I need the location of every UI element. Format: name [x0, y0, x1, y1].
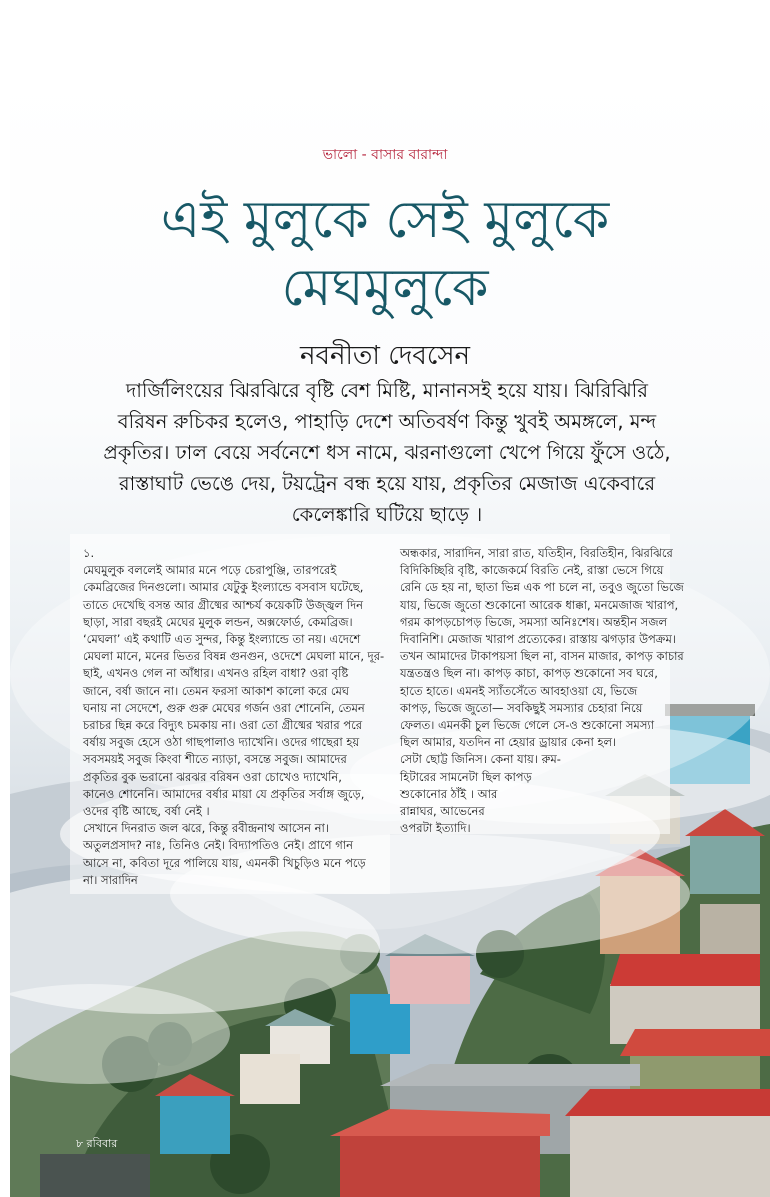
intro-line: বরিষন রুচিকর হলেও, পাহাড়ি দেশে অতিবর্ষণ কিন্তু খুবই অমঙ্গলে, মন্দ [117, 410, 657, 433]
body-line: সেটা ছোট্ট জিনিস। কেনা যায়। রুম- [400, 752, 561, 767]
body-line: সেখানে দিনরাত জল ঝরে, কিন্তু রবীন্দ্রনাথ আসেন না। [83, 821, 329, 836]
body-line: আসে না, কবিতা দূরে পালিয়ে যায়, এমনকী খিচুড়িও মনে পড়ে [83, 855, 366, 870]
body-line: ওপরটা ইত্যাদি। [400, 821, 471, 836]
body-line: চরাচর ছিন্ন করে বিদ্যুৎ চমকায় না। ওরা তো গ্রীষ্মের খরার পরে [83, 718, 363, 733]
article-title-line-1: এই মুলুকে সেই মুলুকে [160, 190, 610, 250]
body-line: যায়, ভিজে জুতো শুকোনো আরেক ধাক্কা, মনমেজাজ খারাপ, [400, 597, 679, 612]
section-kicker: ভালো - বাসার বারান্দা [322, 147, 448, 163]
body-column-right [400, 545, 700, 837]
body-line: প্রকৃতির বুক ভরানো ঝরঝর বরিষন ওরা চোখেও দ্যাখেনি, [83, 769, 342, 784]
body-line: না। সারাদিন [83, 872, 138, 887]
body-line: দিবানিশি। মেজাজ খারাপ প্রত্যেকের। রাস্তায় ঝগড়ার উপক্রম। [400, 632, 676, 647]
body-line: কানেও শোনেনি। আমাদের বর্ষার মায়া যে প্রকৃতির সর্বাঙ্গ জুড়ে, [83, 786, 365, 801]
body-line: যন্ত্রতন্ত্রও ছিল না। কাপড় কাচা, কাপড় শুকোনো সব ঘরে, [400, 666, 658, 681]
body-line: হাতে হাতে। এমনই স্যাঁতসেঁতে আবহাওয়া যে, ভিজে [400, 683, 638, 698]
intro-line: দার্জিলিংয়ের ঝিরঝিরে বৃষ্টি বেশ মিষ্টি, মানানসই হয়ে যায়। ঝিরিঝিরি [126, 379, 648, 402]
article-title-line-2: মেঘমুলুকে [281, 258, 489, 318]
body-line: শুকোনোর ঠাঁই । আর [400, 786, 498, 801]
intro-paragraph [44, 375, 730, 530]
page-folio: ৮ রবিবার [76, 1137, 118, 1150]
intro-line: প্রকৃতির। ঢাল বেয়ে সর্বনেশে ধস নামে, ঝরনাগুলো খেপে গিয়ে ফুঁসে ওঠে, [103, 441, 671, 464]
body-line: তখন আমাদের টাকাপয়সা ছিল না, বাসন মাজার, কাপড় কাচার [400, 649, 684, 664]
intro-line: কেলেঙ্কারি ঘটিয়ে ছাড়ে । [291, 503, 483, 526]
body-line: মেঘলা মানে, মনের ভিতর বিষন্ন গুনগুন, ওদেশে মেঘলা মানে, দূর- [83, 649, 385, 664]
body-line: রেনি ডে হয় না, ছাতা ভিন্ন এক পা চলে না, তবুও জুতো ভিজে [400, 580, 684, 595]
body-line: ছাই, এখনও গেল না আঁধার। এখনও রহিল বাধা? ওরা বৃষ্টি [83, 666, 349, 681]
body-line: অতুলপ্রসাদ? নাঃ, তিনিও নেই। বিদ্যাপতিও নেই। প্রাণে গান [83, 838, 354, 853]
body-line: ঘনায় না সেদেশে, গুরু গুরু মেঘের গর্জন ওরা শোনেনি, তেমন [83, 700, 365, 715]
body-line: সবসময়ই সবুজ কিংবা শীতে ন্যাড়া, বসন্তে সবুজ। আমাদের [83, 752, 347, 767]
body-line: অন্ধকার, সারাদিন, সারা রাত, যতিহীন, বিরতিহীন, ঝিরঝিরে [400, 546, 673, 560]
body-column-left [83, 545, 383, 889]
body-line: ছিল আমার, যতদিন না হেয়ার ড্রায়ার কেনা হল। [400, 735, 617, 750]
body-line: বর্ষায় সবুজ হেসে ওঠা গাছপালাও দ্যাখেনি। ওদের গাছেরা হয় [83, 735, 360, 750]
body-line: তাতে দেখেছি বসন্ত আর গ্রীষ্মের আশ্চর্য কয়েকটি উজ্জ্বল দিন [83, 597, 364, 612]
body-line: জানে, বর্ষা জানে না। তেমন ফরসা আকাশ কালো করে মেঘ [83, 683, 350, 698]
body-line: বিদিকিচ্ছিরি বৃষ্টি, কাজেকর্মে বিরতি নেই, রাস্তা ভেসে গিয়ে [400, 563, 664, 578]
body-line: রান্নাঘর, আভেনের [400, 804, 485, 819]
body-line: ছাড়া, সারা বছরই মেঘের মুলুক লন্ডন, অক্সফোর্ড, কেমব্রিজ। [83, 614, 353, 629]
body-line: মেঘমুলুক বললেই আমার মনে পড়ে চেরাপুঞ্জি, তারপরেই [83, 563, 337, 578]
author-name: নবনীতা দেবসেন [299, 341, 471, 371]
body-line: হিটারের সামনেটা ছিল কাপড় [400, 769, 532, 784]
body-line: গরম কাপড়চোপড় ভিজে, সমস্যা অনিঃশেষ। অন্তহীন সজল [400, 614, 668, 629]
body-line: ওদের বৃষ্টি আছে, বর্ষা নেই । [83, 804, 210, 819]
body-line: ১. [83, 546, 95, 560]
body-line: কেমব্রিজের দিনগুলো। আমার যেটুকু ইংল্যান্ডে বসবাস ঘটেছে, [83, 580, 364, 595]
body-line: কাপড়, ভিজে জুতো— সবকিছুই সমস্যার চেহারা নিয়ে [400, 700, 643, 715]
body-line: ‘মেঘলা’ এই কথাটি এত সুন্দর, কিন্তু ইংল্যান্ডে তা নয়। এদেশে [83, 632, 361, 647]
intro-line: রাস্তাঘাট ভেঙে দেয়, টয়ট্রেন বন্ধ হয়ে যায়, প্রকৃতির মেজাজ একেবারে [118, 472, 656, 495]
body-line: ফেলত। এমনকী চুল ভিজে গেলে সে-ও শুকোনো সমস্যা [400, 718, 655, 733]
